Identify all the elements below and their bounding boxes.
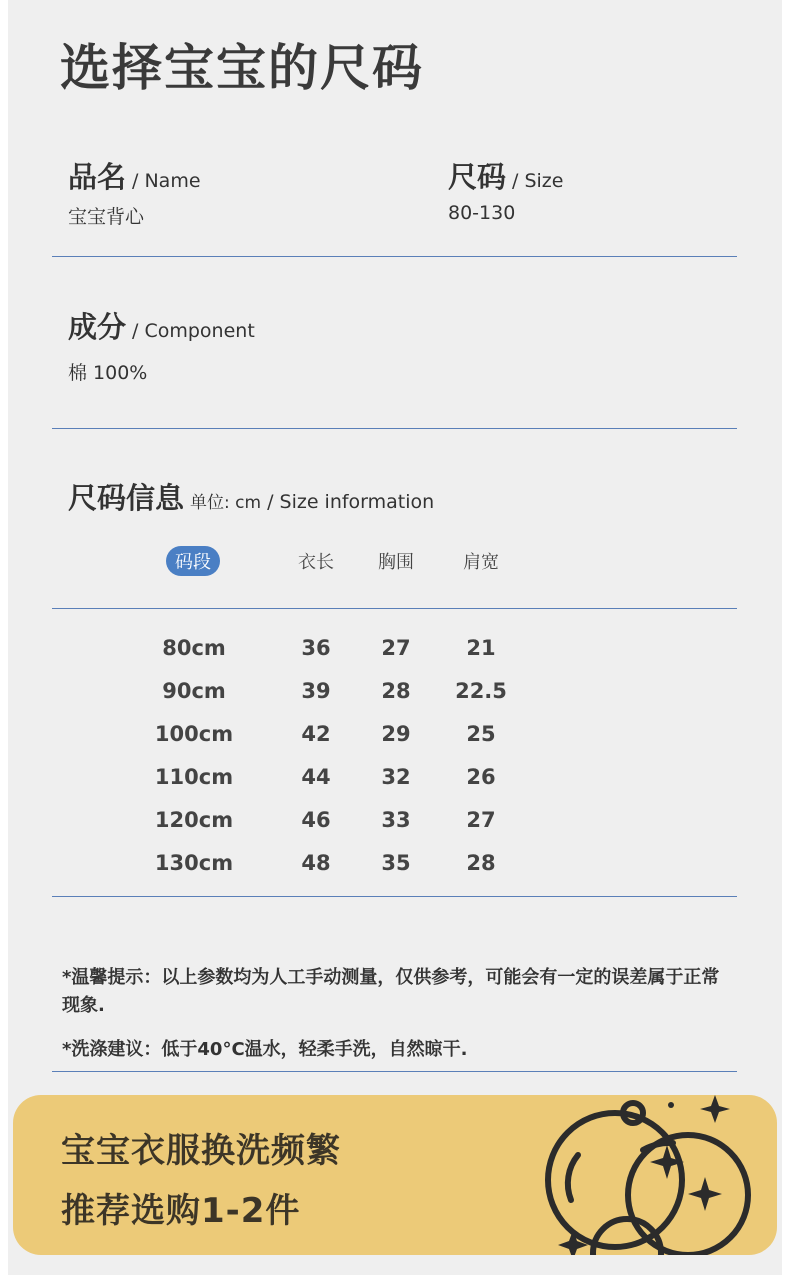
banner-line-2: 推荐选购1-2件 [61, 1191, 301, 1231]
size-info-label-en: / Size information [267, 491, 435, 513]
component-label-zh: 成分 [68, 310, 127, 344]
table-row [0, 765, 790, 795]
size-heading [448, 155, 563, 196]
table-cell: 100cm [154, 722, 234, 746]
table-cell: 80cm [162, 636, 226, 660]
table-cell: 90cm [162, 679, 226, 703]
name-value: 宝宝背心 [68, 206, 145, 228]
recommendation-banner [13, 1095, 777, 1255]
table-row [0, 808, 790, 838]
table-cell: 46 [301, 808, 331, 832]
table-cell: 130cm [154, 851, 234, 875]
table-cell: 25 [466, 722, 496, 746]
table-cell: 32 [381, 765, 411, 789]
table-cell: 36 [301, 636, 331, 660]
name-label-en: / Name [132, 170, 201, 192]
divider [52, 256, 737, 257]
table-cell: 28 [381, 679, 411, 703]
measurement-tip: *温馨提示：以上参数均为人工手动测量，仅供参考，可能会有一定的误差属于正常现象. [62, 967, 720, 1016]
table-cell: 27 [466, 808, 496, 832]
table-row [0, 722, 790, 752]
table-cell: 42 [301, 722, 331, 746]
table-row [0, 679, 790, 709]
table-cell: 21 [466, 636, 496, 660]
component-label-en: / Component [132, 320, 255, 342]
component-heading [68, 305, 255, 346]
table-cell: 120cm [154, 808, 234, 832]
table-cell: 48 [301, 851, 331, 875]
washing-advice: *洗涤建议：低于40°C温水，轻柔手洗，自然晾干. [62, 1039, 468, 1060]
column-header-length: 衣长 [298, 552, 334, 573]
name-label-zh: 品名 [68, 160, 127, 194]
table-row [0, 636, 790, 666]
column-header-size-range: 码段 [166, 546, 220, 576]
divider [52, 428, 737, 429]
table-cell: 26 [466, 765, 496, 789]
page-title: 选择宝宝的尺码 [60, 39, 424, 97]
size-value: 80-130 [448, 202, 516, 224]
size-label-zh: 尺码 [448, 160, 507, 194]
name-heading [68, 155, 201, 196]
table-cell: 44 [301, 765, 331, 789]
table-cell: 35 [381, 851, 411, 875]
size-info-heading [68, 476, 434, 517]
column-header-chest: 胸围 [378, 552, 414, 573]
table-cell: 33 [381, 808, 411, 832]
table-cell: 110cm [154, 765, 234, 789]
table-row [0, 851, 790, 881]
table-cell: 27 [381, 636, 411, 660]
table-cell: 29 [381, 722, 411, 746]
component-value: 棉 100% [68, 362, 148, 384]
divider [52, 608, 737, 609]
table-cell: 28 [466, 851, 496, 875]
size-info-unit: 单位: cm [190, 493, 262, 513]
divider [52, 896, 737, 897]
banner-line-1: 宝宝衣服换洗频繁 [61, 1131, 341, 1171]
size-label-en: / Size [512, 170, 564, 192]
divider [52, 1071, 737, 1072]
table-cell: 39 [301, 679, 331, 703]
column-header-shoulder: 肩宽 [463, 552, 499, 573]
table-cell: 22.5 [455, 679, 507, 703]
bubbles-sparkle-icon [533, 1095, 777, 1255]
size-info-label-zh: 尺码信息 [68, 481, 185, 515]
